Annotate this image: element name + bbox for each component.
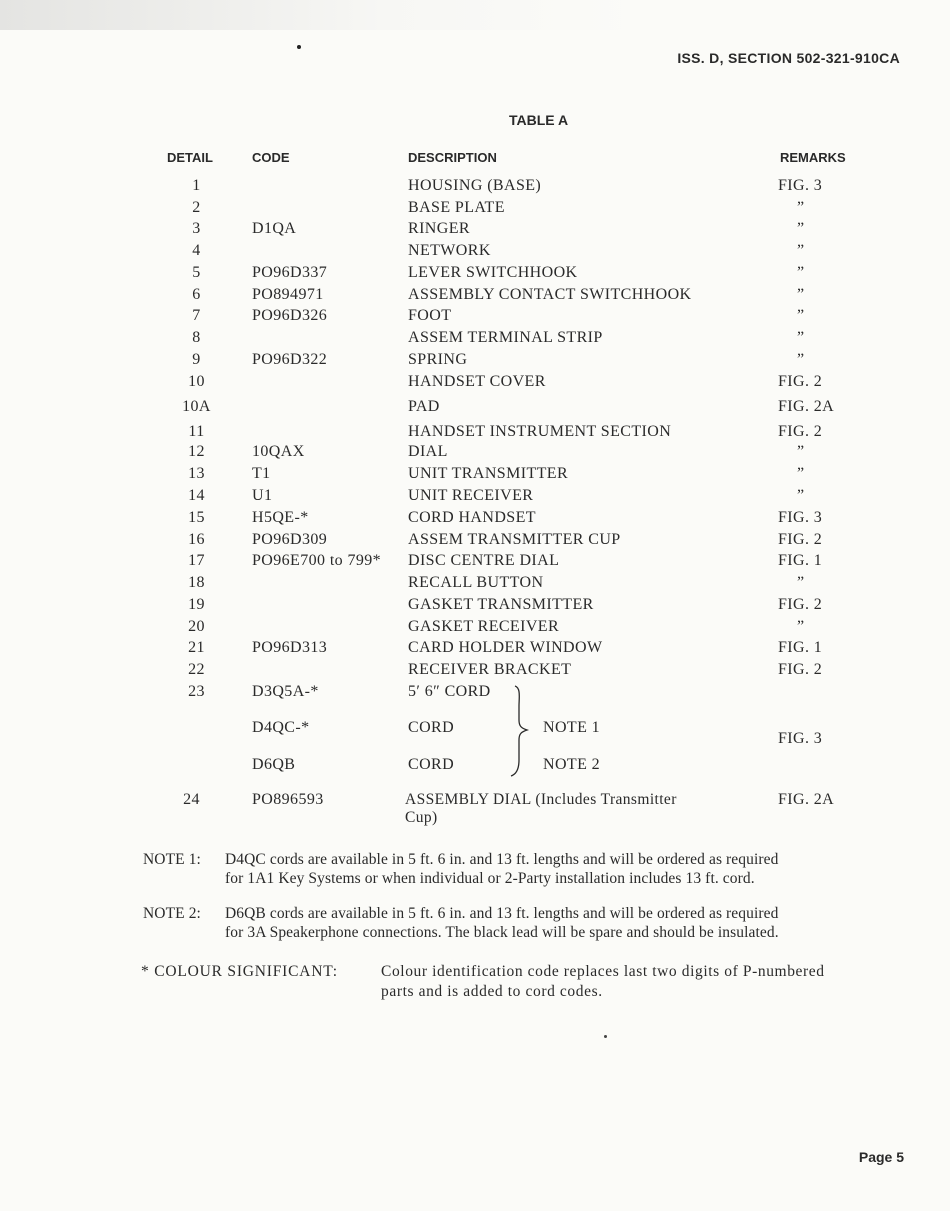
table-row	[0, 683, 950, 703]
cell-description: UNIT TRANSMITTER	[408, 465, 569, 482]
cell-description: FOOT	[408, 307, 452, 324]
cell-description: ASSEM TRANSMITTER CUP	[408, 531, 621, 548]
cell-remarks: ”	[797, 443, 805, 460]
table-row	[0, 618, 950, 638]
cell-description: ASSEMBLY DIAL (Includes Transmitter	[405, 791, 677, 808]
table-row	[0, 264, 950, 284]
cell-detail: 17	[188, 552, 205, 569]
cell-remarks: FIG. 2A	[778, 791, 835, 808]
cell-remarks: FIG. 2	[778, 423, 823, 440]
cell-remarks: ”	[797, 487, 805, 504]
cell-remarks: FIG. 3	[778, 730, 823, 747]
table-row	[0, 487, 950, 507]
cell-detail: 7	[192, 307, 201, 324]
cell-description: SPRING	[408, 351, 468, 368]
table-row	[0, 574, 950, 594]
cell-remarks: ”	[797, 286, 805, 303]
cell-description: NETWORK	[408, 242, 491, 259]
cell-description: CORD	[408, 756, 455, 773]
cell-remarks: ”	[797, 351, 805, 368]
table-row	[0, 552, 950, 572]
table-row	[0, 220, 950, 240]
cell-remarks: ”	[797, 199, 805, 216]
cell-remarks: ”	[797, 307, 805, 324]
table-row	[0, 351, 950, 371]
section-header: ISS. D, SECTION 502-321-910CA	[677, 50, 900, 66]
cell-detail: 2	[192, 199, 201, 216]
cell-description: LEVER SWITCHHOOK	[408, 264, 578, 281]
cell-code: H5QE-*	[252, 509, 309, 526]
table-row	[0, 177, 950, 197]
table-row	[0, 596, 950, 616]
cell-code: T1	[252, 465, 271, 482]
table-row	[0, 465, 950, 485]
curly-brace	[505, 684, 531, 778]
cell-detail: 3	[192, 220, 201, 237]
cell-remarks: FIG. 2	[778, 596, 823, 613]
cell-remarks: FIG. 2A	[778, 398, 835, 415]
cell-detail: 9	[192, 351, 201, 368]
cell-detail: 24	[183, 791, 200, 808]
colour-text: Colour identification code replaces last two digits of P-numbered	[381, 963, 825, 980]
table-row	[0, 373, 950, 393]
cell-code: D1QA	[252, 220, 297, 237]
page-number: Page 5	[858, 1149, 904, 1165]
note-text: D6QB cords are available in 5 ft. 6 in. and 13 ft. lengths and will be ordered as required	[225, 905, 779, 922]
cell-remarks: FIG. 2	[778, 661, 823, 678]
cell-code: D4QC-*	[252, 719, 310, 736]
cell-remarks: FIG. 3	[778, 509, 823, 526]
cord-note-ref: NOTE 2	[543, 756, 601, 773]
cell-detail: 1	[192, 177, 201, 194]
table-row	[0, 443, 950, 463]
cell-remarks: ”	[797, 329, 805, 346]
cell-detail: 20	[188, 618, 205, 635]
cell-description: HANDSET COVER	[408, 373, 546, 390]
cell-detail: 5	[192, 264, 201, 281]
cell-code: PO96D337	[252, 264, 328, 281]
cell-detail: 15	[188, 509, 205, 526]
cell-detail: 6	[192, 286, 201, 303]
cell-description: CORD HANDSET	[408, 509, 536, 526]
cell-code: PO96D309	[252, 531, 328, 548]
cell-description: PAD	[408, 398, 440, 415]
cell-detail: 10A	[182, 398, 211, 415]
cell-description: HANDSET INSTRUMENT SECTION	[408, 423, 672, 440]
cell-detail: 10	[188, 373, 205, 390]
cell-detail: 23	[188, 683, 205, 700]
table-row	[0, 661, 950, 681]
cell-remarks: ”	[797, 264, 805, 281]
cell-detail: 8	[192, 329, 201, 346]
table-row	[0, 329, 950, 349]
cell-description: UNIT RECEIVER	[408, 487, 534, 504]
scan-smudge	[0, 0, 640, 30]
table-row-continuation	[0, 809, 950, 829]
cell-remarks: ”	[797, 242, 805, 259]
cell-remarks: FIG. 2	[778, 531, 823, 548]
cell-description: RINGER	[408, 220, 470, 237]
scan-speck	[604, 1035, 607, 1038]
cell-detail: 18	[188, 574, 205, 591]
col-header-detail: DETAIL	[167, 150, 213, 165]
cord-note-ref: NOTE 1	[543, 719, 601, 736]
table-row	[0, 639, 950, 659]
cell-code: D6QB	[252, 756, 296, 773]
table-row	[0, 756, 950, 776]
cell-code: PO96D322	[252, 351, 328, 368]
cell-code: PO96E700 to 799*	[252, 552, 382, 569]
cell-code: PO96D326	[252, 307, 328, 324]
note-text: D4QC cords are available in 5 ft. 6 in. and 13 ft. lengths and will be ordered as required	[225, 851, 779, 868]
cell-description: Cup)	[405, 809, 438, 826]
cell-remarks: FIG. 3	[778, 177, 823, 194]
cell-description: GASKET TRANSMITTER	[408, 596, 594, 613]
colour-label: * COLOUR SIGNIFICANT:	[141, 963, 338, 980]
table-row	[0, 509, 950, 529]
col-header-code: CODE	[252, 150, 290, 165]
cell-code: 10QAX	[252, 443, 305, 460]
cell-detail: 21	[188, 639, 205, 656]
table-row	[0, 242, 950, 262]
table-row	[0, 791, 950, 811]
cell-remarks: ”	[797, 220, 805, 237]
scan-speck	[297, 45, 301, 49]
cell-code: PO96D313	[252, 639, 328, 656]
cell-code: PO894971	[252, 286, 324, 303]
cell-description: CARD HOLDER WINDOW	[408, 639, 603, 656]
cell-detail: 22	[188, 661, 205, 678]
cell-code: PO896593	[252, 791, 324, 808]
colour-text: parts and is added to cord codes.	[381, 983, 603, 1000]
cell-description: ASSEM TERMINAL STRIP	[408, 329, 603, 346]
cell-code: U1	[252, 487, 273, 504]
cell-detail: 11	[188, 423, 205, 440]
cell-detail: 12	[188, 443, 205, 460]
cell-remarks: FIG. 2	[778, 373, 823, 390]
col-header-remarks: REMARKS	[780, 150, 846, 165]
cell-description: GASKET RECEIVER	[408, 618, 560, 635]
table-row	[0, 398, 950, 418]
cell-remarks: FIG. 1	[778, 639, 823, 656]
table-row	[0, 423, 950, 443]
table-row	[0, 531, 950, 551]
cell-remarks: ”	[797, 574, 805, 591]
cell-detail: 13	[188, 465, 205, 482]
table-row	[0, 719, 950, 747]
note-label: NOTE 2:	[143, 905, 201, 922]
cell-description: ASSEMBLY CONTACT SWITCHHOOK	[408, 286, 692, 303]
cell-detail: 19	[188, 596, 205, 613]
table-row	[0, 286, 950, 306]
cell-detail: 4	[192, 242, 201, 259]
table-row	[0, 199, 950, 219]
cell-detail: 14	[188, 487, 205, 504]
cell-remarks: ”	[797, 465, 805, 482]
cell-description: HOUSING (BASE)	[408, 177, 542, 194]
cell-description: 5′ 6″ CORD	[408, 683, 491, 700]
table-row	[0, 307, 950, 327]
note-text: for 3A Speakerphone connections. The black lead will be spare and should be insulated.	[225, 924, 779, 941]
cell-detail: 16	[188, 531, 205, 548]
col-header-description: DESCRIPTION	[408, 150, 497, 165]
cell-description: RECEIVER BRACKET	[408, 661, 572, 678]
cell-code: D3Q5A-*	[252, 683, 319, 700]
cell-description: DISC CENTRE DIAL	[408, 552, 560, 569]
cell-description: CORD	[408, 719, 455, 736]
cell-description: RECALL BUTTON	[408, 574, 544, 591]
cell-remarks: ”	[797, 618, 805, 635]
cell-description: DIAL	[408, 443, 448, 460]
table-title: TABLE A	[509, 112, 569, 128]
note-text: for 1A1 Key Systems or when individual or 2-Party installation includes 13 ft. cord.	[225, 870, 755, 887]
cell-description: BASE PLATE	[408, 199, 505, 216]
cell-remarks: FIG. 1	[778, 552, 823, 569]
note-label: NOTE 1:	[143, 851, 201, 868]
